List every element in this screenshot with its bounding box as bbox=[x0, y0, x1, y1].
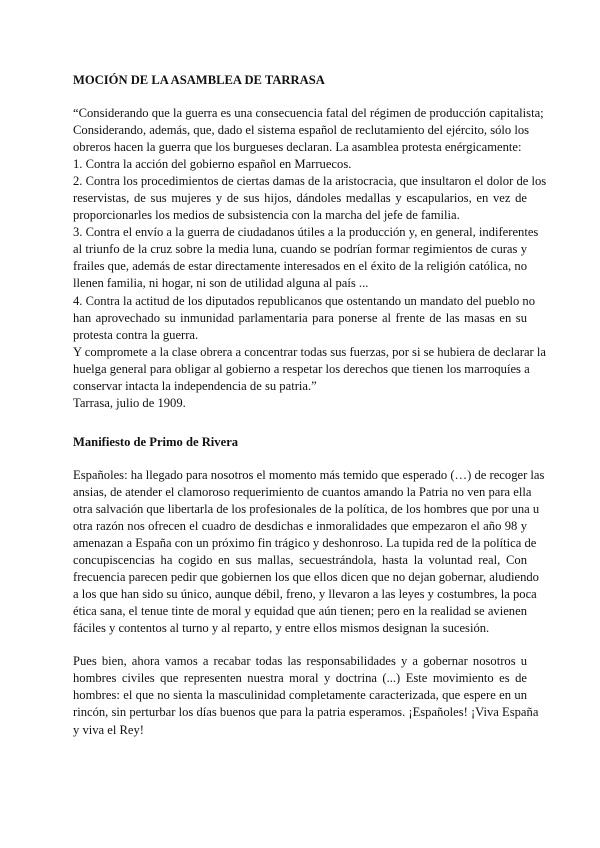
text-line: reservistas, de sus mujeres y de sus hijos, dándoles medallas y escapularios, en vez de bbox=[73, 191, 527, 206]
text-line: llenen familia, ni hogar, ni son de utilidad alguna al país ... bbox=[73, 276, 369, 291]
text-line: otra salvación que libertarla de los profesionales de la política, de los hombres que por una u bbox=[73, 501, 540, 516]
text-line: huelga general para obligar al gobierno a respetar los derechos que tienen los marroquíes a bbox=[73, 361, 530, 376]
text-line: amenazan a España con un próximo fin trágico y deshonroso. La tupida red de la política de bbox=[73, 536, 537, 551]
mocion-text bbox=[73, 105, 547, 412]
text-line: “Considerando que la guerra es una consecuencia fatal del régimen de producción capitalista; bbox=[73, 106, 544, 120]
text-line: hombres civiles que representen nuestra moral y doctrina (...) Este movimiento es de bbox=[73, 671, 527, 686]
text-line: a los que han sido su único, aunque débil, freno, y llevaron a las leyes y costumbres, la poca bbox=[73, 587, 537, 602]
text-line: conservar intacta la independencia de su patria.” bbox=[73, 378, 317, 393]
text-line: ansias, de atender el clamoroso requerimiento de cuantos amando la Patria no ven para ella bbox=[73, 484, 532, 499]
text-line: Considerando, además, que, dado el sistema español de reclutamiento del ejército, sólo los bbox=[73, 123, 530, 138]
text-line: obreros hacen la guerra que los burgueses declaran. La asamblea protesta enérgicamente: bbox=[73, 140, 522, 155]
text-line: 4. Contra la actitud de los diputados republicanos que ostentando un mandato del pueblo no bbox=[73, 293, 536, 308]
text-line: fáciles y contentos al turno y al reparto, y entre ellos mismos designan la sucesión. bbox=[73, 621, 490, 636]
text-line: han aprovechado su inmunidad parlamentaria para ponerse al frente de las masas en su bbox=[73, 310, 527, 325]
text-line: frailes que, además de estar directamente interesados en el éxito de la religión católica, no bbox=[73, 259, 527, 274]
text-line: Pues bien, ahora vamos a recabar todas las responsabilidades y a gobernar nosotros u bbox=[73, 654, 527, 669]
text-line: frecuencia parecen pedir que gobiernen los que ellos dicen que no dejan gobernar, aludiendo bbox=[73, 570, 539, 585]
text-line: Y compromete a la clase obrera a concentrar todas sus fuerzas, por si se hubiera de declarar la bbox=[73, 344, 546, 359]
text-line: Españoles: ha llegado para nosotros el momento más temido que esperado (…) de recoger las bbox=[73, 467, 545, 482]
text-line: y viva el Rey! bbox=[73, 722, 144, 737]
text-line: hombres: el que no sienta la masculinidad completamente caracterizada, que espere en un bbox=[73, 688, 527, 703]
text-line: proporcionarles los medios de subsistencia con la marcha del jefe de familia. bbox=[73, 208, 460, 223]
text-line: rincón, sin perturbar los días buenos que para la patria esperamos. ¡Españoles! ¡Viva España bbox=[73, 705, 539, 720]
text-line: protesta contra la guerra. bbox=[73, 327, 199, 342]
text-line: ética sana, el tenue tinte de moral y equidad que aún tienen; pero en la realidad se avienen bbox=[73, 604, 527, 619]
text-line: otra razón nos ofrecen el cuadro de desdichas e inmoralidades que empezaron el año 98 y bbox=[73, 518, 527, 533]
text-line: 3. Contra el envío a la guerra de ciudadanos útiles a la producción y, en general, indiferentes bbox=[73, 225, 539, 240]
manifiesto-paragraph-1 bbox=[73, 467, 545, 637]
text-line: concupiscencias ha cogido en sus mallas, secuestrándola, hasta la voluntad real, Con bbox=[73, 553, 527, 568]
section-title-mocion: MOCIÓN DE LA ASAMBLEA DE TARRASA bbox=[73, 73, 325, 87]
manifiesto-paragraph-2 bbox=[73, 653, 539, 738]
section-title-manifiesto: Manifiesto de Primo de Rivera bbox=[73, 434, 239, 449]
text-line: al triunfo de la cruz sobre la media luna, cuando se podrían formar regimientos de curas y bbox=[73, 242, 527, 257]
text-line: Tarrasa, julio de 1909. bbox=[73, 395, 186, 410]
document-content bbox=[73, 72, 547, 739]
text-line: 1. Contra la acción del gobierno español en Marruecos. bbox=[73, 157, 352, 172]
text-line: 2. Contra los procedimientos de ciertas damas de la aristocracia, que insultaron el dolor de los bbox=[73, 174, 547, 189]
